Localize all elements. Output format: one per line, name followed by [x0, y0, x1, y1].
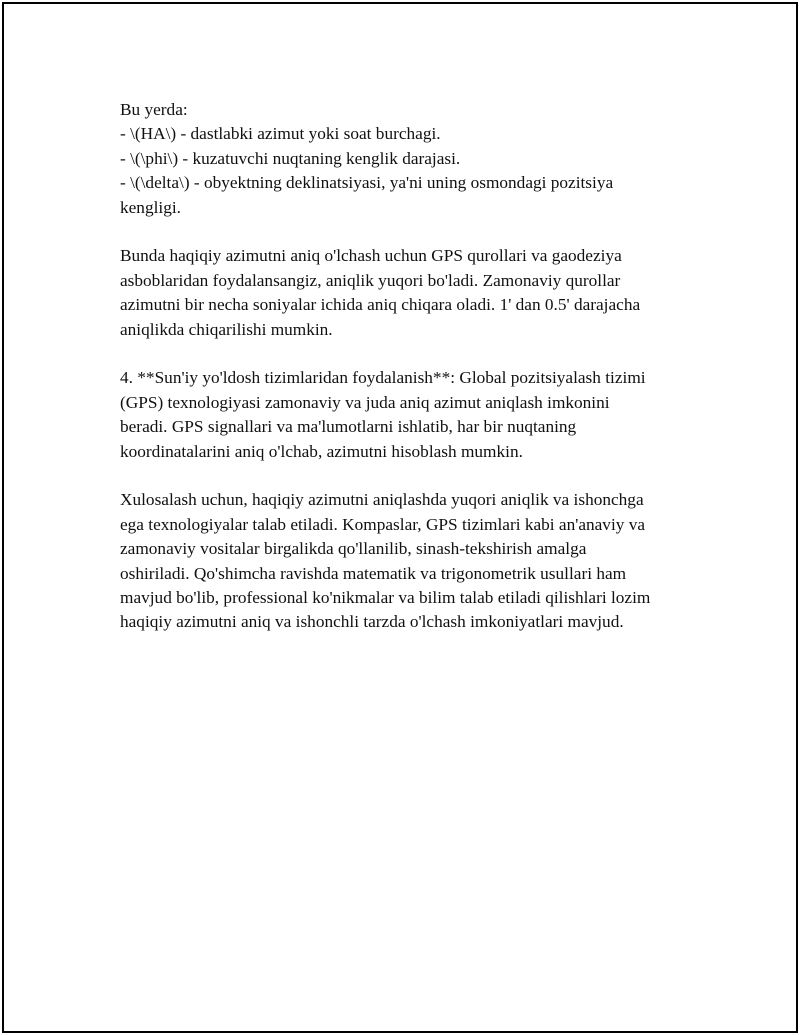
text-line: azimutni bir necha soniyalar ichida aniq chiqara oladi. 1' dan 0.5' darajacha — [120, 295, 641, 315]
document-page — [2, 2, 798, 1033]
text-line: - \(HA\) - dastlabki azimut yoki soat burchagi. — [120, 124, 441, 144]
paragraph-conclusion — [120, 488, 700, 634]
text-line: oshiriladi. Qo'shimcha ravishda matematik va trigonometrik usullari ham — [120, 563, 627, 583]
text-line: Bunda haqiqiy azimutni aniq o'lchash uchun GPS qurollari va gaodeziya — [120, 246, 622, 266]
text-line: aniqlikda chiqarilishi mumkin. — [120, 319, 333, 339]
text-line: kengligi. — [120, 197, 181, 217]
text-line: beradi. GPS signallari va ma'lumotlarni ishlatib, har bir nuqtaning — [120, 417, 577, 437]
text-line: zamonaviy vositalar birgalikda qo'llanilib, sinash-tekshirish amalga — [120, 539, 587, 559]
paragraph-satellite-systems — [120, 366, 700, 464]
text-line: - \(\phi\) - kuzatuvchi nuqtaning kenglik darajasi. — [120, 148, 461, 168]
text-line: - \(\delta\) - obyektning deklinatsiyasi, ya'ni uning osmondagi pozitsiya — [120, 173, 614, 193]
paragraph-definitions — [120, 98, 700, 220]
text-line: ega texnologiyalar talab etiladi. Kompaslar, GPS tizimlari kabi an'anaviy va — [120, 514, 646, 534]
document-body — [120, 98, 700, 659]
text-line: asboblaridan foydalansangiz, aniqlik yuqori bo'ladi. Zamonaviy qurollar — [120, 270, 621, 290]
paragraph-gps-instruments — [120, 244, 700, 342]
text-line: (GPS) texnologiyasi zamonaviy va juda aniq azimut aniqlash imkonini — [120, 392, 610, 412]
text-line: Bu yerda: — [120, 100, 188, 119]
text-line: Xulosalash uchun, haqiqiy azimutni aniqlashda yuqori aniqlik va ishonchga — [120, 490, 644, 510]
text-line: koordinatalarini aniq o'lchab, azimutni hisoblash mumkin. — [120, 441, 523, 461]
text-line: haqiqiy azimutni aniq va ishonchli tarzda o'lchash imkoniyatlari mavjud. — [120, 612, 624, 632]
text-line: mavjud bo'lib, professional ko'nikmalar va bilim talab etiladi qilishlari lozim — [120, 588, 651, 608]
text-line: 4. **Sun'iy yo'ldosh tizimlaridan foydalanish**: Global pozitsiyalash tizimi — [120, 368, 646, 388]
